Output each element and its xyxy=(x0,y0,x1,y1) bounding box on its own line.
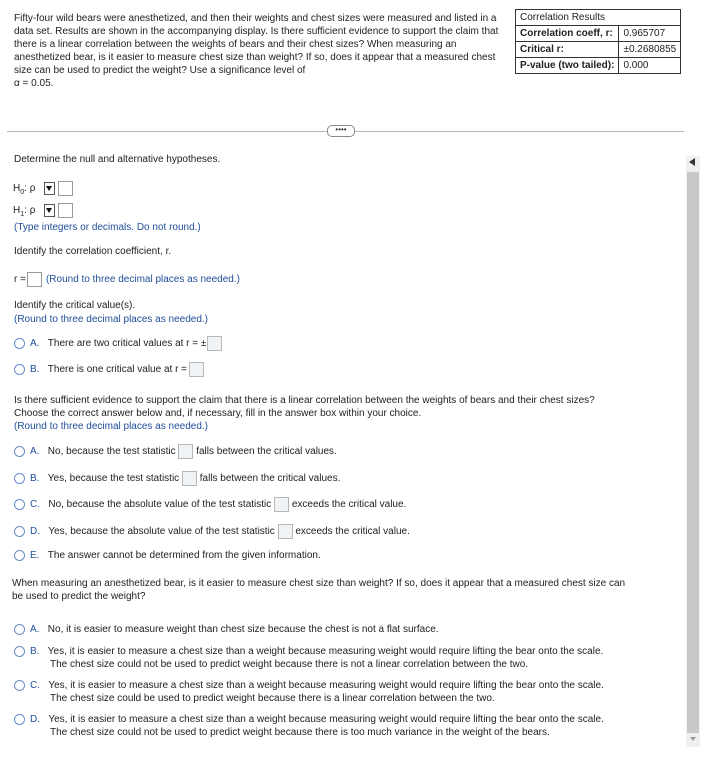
radio-button[interactable] xyxy=(14,364,25,375)
option-text: Yes, it is easier to measure a chest size than a weight because measuring weight would require lifting the bear onto the scale. xyxy=(47,646,604,657)
results-label: Critical r: xyxy=(516,42,619,58)
results-value: 0.000 xyxy=(619,58,681,74)
option-text: There are two critical values at r = ± xyxy=(47,338,207,350)
hypotheses-prompt: Determine the null and alternative hypotheses. xyxy=(14,154,221,165)
option-text: Yes, because the test statistic xyxy=(47,473,180,485)
suff-b-input[interactable] xyxy=(182,471,197,486)
rho-symbol: : ρ xyxy=(24,183,36,195)
results-value: 0.965707 xyxy=(619,26,681,42)
radio-button[interactable] xyxy=(14,473,25,484)
measure-option-a[interactable] xyxy=(14,624,439,635)
radio-button[interactable] xyxy=(14,526,25,537)
option-letter: B. xyxy=(30,364,40,376)
suff-d-input[interactable] xyxy=(278,524,293,539)
option-text: falls between the critical values. xyxy=(196,446,337,458)
hypotheses-note: (Type integers or decimals. Do not round.) xyxy=(14,222,201,233)
option-letter: A. xyxy=(30,338,40,350)
option-text: Yes, because the absolute value of the test statistic xyxy=(48,526,275,538)
radio-button[interactable] xyxy=(14,338,25,349)
option-text: The chest size could be used to predict weight because there is a linear correlation between the two. xyxy=(50,693,495,704)
crit-a-input[interactable] xyxy=(207,336,222,351)
problem-statement xyxy=(14,12,506,90)
measure-option-d[interactable] xyxy=(14,713,604,739)
results-title: Correlation Results xyxy=(516,10,681,26)
option-text: exceeds the critical value. xyxy=(291,499,407,511)
measure-prompt-1: When measuring an anesthetized bear, is it easier to measure chest size than weight? If so, does it appear that a measured chest size can xyxy=(12,578,626,589)
suff-a-input[interactable] xyxy=(178,444,193,459)
h0-label: H xyxy=(13,183,21,195)
option-text: The answer cannot be determined from the given information. xyxy=(47,550,321,562)
option-letter: D. xyxy=(30,526,40,538)
h1-subscript: 1 xyxy=(20,211,25,219)
radio-button[interactable] xyxy=(14,499,25,510)
correlation-results-table[interactable] xyxy=(515,9,681,74)
option-text: No, because the test statistic xyxy=(47,446,176,458)
measure-option-c[interactable] xyxy=(14,679,604,705)
scroll-down-icon[interactable] xyxy=(690,737,696,741)
radio-button[interactable] xyxy=(14,680,25,691)
suff-option-a[interactable] xyxy=(14,444,337,459)
option-text: Yes, it is easier to measure a chest size than a weight because measuring weight would require lifting the bear onto the scale. xyxy=(48,714,604,725)
option-letter: A. xyxy=(30,624,40,636)
scroll-up-icon[interactable] xyxy=(689,158,695,166)
corr-note: (Round to three decimal places as needed.) xyxy=(45,274,240,286)
h0-row xyxy=(13,181,73,196)
suff-c-input[interactable] xyxy=(274,497,289,512)
crit-prompt: Identify the critical value(s). xyxy=(14,300,136,311)
radio-button[interactable] xyxy=(14,624,25,635)
scrollbar-thumb[interactable] xyxy=(687,172,699,733)
crit-b-input[interactable] xyxy=(189,362,204,377)
suff-note: (Round to three decimal places as needed.) xyxy=(14,421,209,432)
alpha-level: α = 0.05. xyxy=(14,78,54,89)
h1-label: H xyxy=(13,205,21,217)
option-text: exceeds the critical value. xyxy=(295,526,410,538)
option-text: No, it is easier to measure weight than chest size because the chest is not a flat surface. xyxy=(47,624,439,636)
h1-operator-dropdown[interactable] xyxy=(44,204,55,217)
option-text: falls between the critical values. xyxy=(199,473,341,485)
expand-more-button[interactable]: •••• xyxy=(327,125,355,137)
option-text: No, because the absolute value of the test statistic xyxy=(48,499,272,511)
results-label: Correlation coeff, r: xyxy=(516,26,619,42)
results-label: P-value (two tailed): xyxy=(516,58,619,74)
option-text: The chest size could not be used to predict weight because there is too much variance in the weight of the bears. xyxy=(50,727,550,738)
option-letter: A. xyxy=(30,446,40,458)
r-value-input[interactable] xyxy=(27,272,42,287)
h0-subscript: 0 xyxy=(20,189,25,197)
suff-option-e[interactable] xyxy=(14,550,321,561)
option-letter: E. xyxy=(30,550,40,562)
h0-operator-dropdown[interactable] xyxy=(44,182,55,195)
option-letter: D. xyxy=(30,714,40,725)
crit-note: (Round to three decimal places as needed.) xyxy=(14,314,209,325)
option-text: There is one critical value at r = xyxy=(47,364,188,376)
rho-symbol: : ρ xyxy=(24,205,36,217)
h1-row xyxy=(13,203,73,218)
measure-prompt-2: be used to predict the weight? xyxy=(12,591,146,602)
suff-option-b[interactable] xyxy=(14,471,340,486)
crit-option-b[interactable] xyxy=(14,362,204,377)
radio-button[interactable] xyxy=(14,550,25,561)
problem-text: Fifty-four wild bears were anesthetized, and then their weights and chest sizes were measured and listed in a data set. Results are shown in the accompanying display. Is there sufficient evidence to support the claim that there is a linear correlation between the weights of bears and their chest sizes? When measuring an anesthetized bear, is it easier to measure chest size than weight? If so, does it appear that a measured chest size can be used to predict the weight? Use a significance level of xyxy=(14,13,499,76)
corr-row xyxy=(14,272,240,287)
suff-prompt-1: Is there sufficient evidence to support the claim that there is a linear correlation between the weights of bears and their chest sizes? xyxy=(14,395,595,406)
corr-prompt: Identify the correlation coefficient, r. xyxy=(14,246,172,257)
r-label: r = xyxy=(14,274,26,286)
radio-button[interactable] xyxy=(14,714,25,725)
results-value: ±0.2680855 xyxy=(619,42,681,58)
radio-button[interactable] xyxy=(14,646,25,657)
option-letter: B. xyxy=(30,473,40,485)
suff-option-d[interactable] xyxy=(14,524,410,539)
measure-option-b[interactable] xyxy=(14,645,603,671)
option-text: Yes, it is easier to measure a chest size than a weight because measuring weight would require lifting the bear onto the scale. xyxy=(48,680,604,691)
crit-option-a[interactable] xyxy=(14,336,222,351)
h1-value-input[interactable] xyxy=(58,203,73,218)
h0-value-input[interactable] xyxy=(58,181,73,196)
radio-button[interactable] xyxy=(14,446,25,457)
option-letter: B. xyxy=(30,646,40,657)
option-letter: C. xyxy=(30,680,40,691)
option-letter: C. xyxy=(30,499,40,511)
option-text: The chest size could not be used to predict weight because there is not a linear correlation between the two. xyxy=(50,659,529,670)
suff-option-c[interactable] xyxy=(14,497,406,512)
suff-prompt-2: Choose the correct answer below and, if necessary, fill in the answer box within your choice. xyxy=(14,408,422,419)
